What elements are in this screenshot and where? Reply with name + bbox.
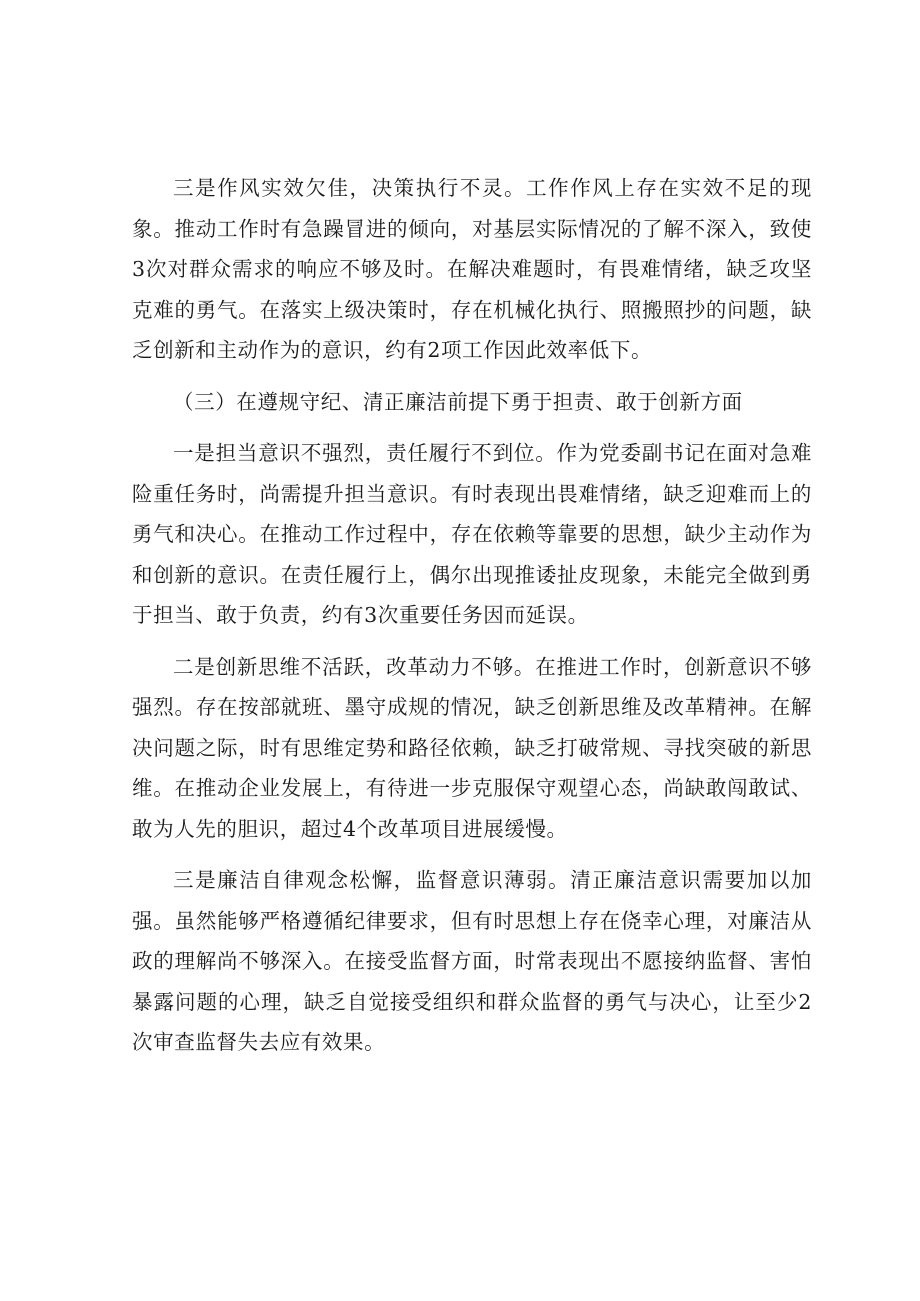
section-heading-3: （三）在遵规守纪、清正廉洁前提下勇于担责、敢于创新方面	[173, 389, 743, 414]
paragraph-work-style: 三是作风实效欠佳，决策执行不灵。工作作风上存在实效不足的现象。推动工作时有急躁冒进的倾向，对基层实际情况的了解不深入，致使3次对群众需求的响应不够及时。在解决难题时，有畏难情绪，缺乏攻坚克难的勇气。在落实上级决策时，存在机械化执行、照搬照抄的问题，缺乏创新和主动作为的意识，约有2项工作因此效率低下。	[132, 176, 812, 362]
paragraph-innovation: 二是创新思维不活跃，改革动力不够。在推进工作时，创新意识不够强烈。存在按部就班、墨守成规的情况，缺乏创新思维及改革精神。在解决问题之际，时有思维定势和路径依赖，缺乏打破常规、寻找突破的新思维。在推动企业发展上，有待进一步克服保守观望心态，尚缺敢闯敢试、敢为人先的胆识，超过4个改革项目进展缓慢。	[132, 654, 812, 841]
document-body	[132, 168, 812, 1074]
paragraph-integrity: 三是廉洁自律观念松懈，监督意识薄弱。清正廉洁意识需要加以加强。虽然能够严格遵循纪律要求，但有时思想上存在侥幸心理，对廉洁从政的理解尚不够深入。在接受监督方面，时常表现出不愿接纳监督、害怕暴露问题的心理，缺乏自觉接受组织和群众监督的勇气与决心，让至少2次审查监督失去应有效果。	[132, 868, 812, 1054]
paragraph-responsibility: 一是担当意识不强烈，责任履行不到位。作为党委副书记在面对急难险重任务时，尚需提升担当意识。有时表现出畏难情绪，缺乏迎难而上的勇气和决心。在推动工作过程中，存在依赖等靠要的思想，缺少主动作为和创新的意识。在责任履行上，偶尔出现推诿扯皮现象，未能完全做到勇于担当、敢于负责，约有3次重要任务因而延误。	[132, 441, 812, 627]
